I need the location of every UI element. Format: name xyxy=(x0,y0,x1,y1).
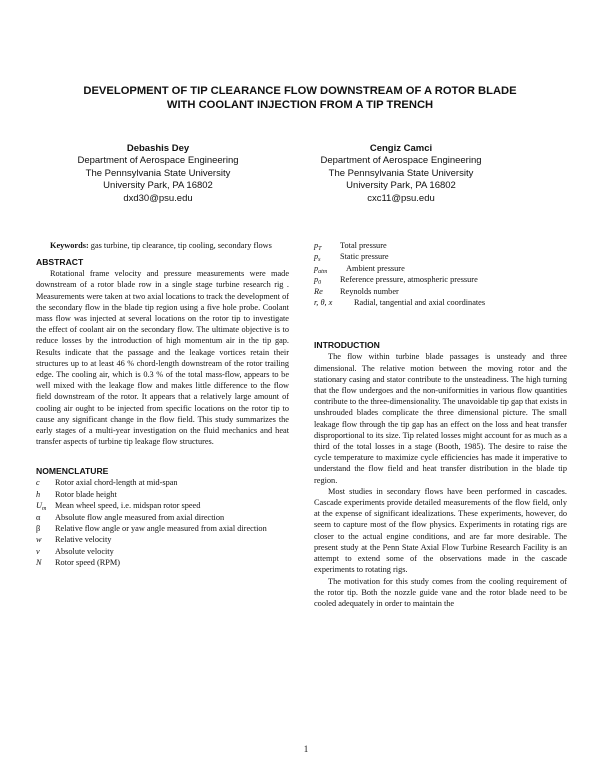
nomenclature-definition: Rotor axial chord-length at mid-span xyxy=(55,478,178,488)
paper-title xyxy=(40,84,560,112)
nomenclature-definition: Radial, tangential and axial coordinates xyxy=(354,298,486,308)
nomenclature-symbol: α xyxy=(36,512,41,522)
nomenclature-item xyxy=(36,557,289,568)
author-dept: Department of Aerospace Engineering xyxy=(77,155,239,167)
nomenclature-symbol: N xyxy=(36,558,42,568)
nomenclature-item xyxy=(36,477,289,488)
nomenclature-definition: Reference pressure, atmospheric pressure xyxy=(340,275,478,285)
intro-paragraph-2: Most studies in secondary flows have been performed in cascades. Cascade experiments provide detailed measurements of the flow field, only at the expense of significant idealizations. These experiments, however, do seem to capture most of the flow physics. Experiments in rotating rigs are closer to the actual engine conditions, and are far more desirable. The present study at the Penn State Axial Flow Turbine Research Facility is an attempt to extend some of the observations made in the cascade experiments to rotating rigs. xyxy=(314,486,567,575)
nomenclature-definition: Reynolds number xyxy=(340,286,399,296)
nomenclature-definition: Total pressure xyxy=(340,241,387,250)
author-city: University Park, PA 16802 xyxy=(103,180,213,192)
nomenclature-symbol: h xyxy=(36,489,41,499)
intro-paragraph-3: The motivation for this study comes from the cooling requirement of the rotor tip. Both the nozzle guide vane and the rotor blade need to be cooled adequately in order to maintain the xyxy=(314,576,567,608)
symbol-base: p xyxy=(314,275,319,285)
symbol-subscript: m xyxy=(42,506,47,513)
page-number: 1 xyxy=(303,744,309,754)
symbol-subscript: T xyxy=(318,246,322,252)
author-email: dxd30@psu.edu xyxy=(123,192,193,204)
symbol-subscript: 0 xyxy=(318,280,322,287)
symbol-base: U xyxy=(36,501,42,511)
nomenclature-symbol: v xyxy=(36,546,40,556)
symbol-subscript: s xyxy=(318,257,321,264)
nomenclature-item xyxy=(36,489,289,500)
nomenclature-symbol: β xyxy=(36,524,41,534)
symbol-subscript: atm xyxy=(318,268,328,275)
nomenclature-symbol: c xyxy=(36,478,40,488)
nomenclature-definition: Absolute flow angle measured from axial direction xyxy=(55,512,225,522)
nomenclature-item xyxy=(36,512,289,523)
symbol-base: p xyxy=(314,252,319,262)
abstract-text: Rotational frame velocity and pressure measurements were made downstream of a rotor blade row in a single stage turbine research rig . Measurements were taken at two axial locations to track the development of the secondary flow in the blade tip region using a five hole probe. Coolant mass flow was injected at several locations on the rotor tip to investigate the effect of coolant air on the secondary flow. The ultimate objective is to reduce losses by the introduction of high momentum air in the tip gap. Results indicate that the passage and the leakage vortices retain their structures up to at least 46 % chord-length downstream of the rotor trailing edge. The cooling air, which is 0.3 % of the total mass-flow, appears to be well mixed with the leakage flow and makes little difference to the flow field downstream of the rotor. It appears that a relatively large amount of cooling air ought to be injected from specific locations on the rotor tip to cause any significant change in the flow field. This study summarizes the early stages of a multi-year investigation on the fluid mechanics and heat transfer aspects of turbine tip leakage flow structures. xyxy=(36,269,289,447)
nomenclature-symbol: Re xyxy=(314,286,323,296)
nomenclature-item xyxy=(314,263,567,274)
nomenclature-item xyxy=(36,523,289,534)
author-block-2 xyxy=(281,143,521,205)
nomenclature-item xyxy=(36,500,289,511)
author-block-1 xyxy=(38,143,278,205)
nomenclature-heading: NOMENCLATURE xyxy=(36,466,109,477)
nomenclature-item xyxy=(36,546,289,557)
symbol-base: p xyxy=(314,241,319,250)
author-university: The Pennsylvania State University xyxy=(85,167,231,179)
title-line-1: DEVELOPMENT OF TIP CLEARANCE FLOW DOWNSTREAM OF A ROTOR BLADE xyxy=(83,85,517,97)
nomenclature-definition: Absolute velocity xyxy=(55,546,114,556)
left-column xyxy=(36,240,289,569)
right-column xyxy=(314,240,567,609)
nomenclature-definition: Static pressure xyxy=(340,252,389,262)
nomenclature-symbol: w xyxy=(36,535,42,545)
nomenclature-item xyxy=(314,274,567,285)
author-name: Cengiz Camci xyxy=(369,143,433,154)
nomenclature-item xyxy=(314,251,567,262)
keywords xyxy=(36,240,289,251)
keywords-label: Keywords: xyxy=(50,241,89,250)
nomenclature-item xyxy=(36,534,289,545)
nomenclature-item xyxy=(314,240,567,251)
author-email: cxc11@psu.edu xyxy=(367,192,435,204)
title-line-2: WITH COOLANT INJECTION FROM A TIP TRENCH xyxy=(166,99,434,111)
nomenclature-definition: Ambient pressure xyxy=(346,263,405,273)
symbol-base: p xyxy=(314,263,319,273)
intro-paragraph-1: The flow within turbine blade passages is unsteady and three dimensional. The relative motion between the moving rotor and the stationary casing and stator contribute to the unsteadiness. The high turning that the flow undergoes and the non-uniformities in various flow quantities contribute to the three-dimensionality. The unavoidable tip gap that exists in unshrouded blades complicate the three dimensional picture. The small leakage flow through the tip gap has an effect on the loss and heat transfer disproportional to its size. Tip related losses might account for as much as a third of the total losses in a stage (Booth, 1985). The desire to raise the cycle temperature to maximize cycle efficiencies has made it imperative to understand the flow field and heat transfer distribution in the blade tip region. xyxy=(314,352,567,485)
nomenclature-item xyxy=(314,286,567,297)
nomenclature-definition: Relative velocity xyxy=(55,535,112,545)
nomenclature-definition: Mean wheel speed, i.e. midspan rotor speed xyxy=(55,501,201,511)
author-name: Debashis Dey xyxy=(126,143,190,154)
abstract-heading: ABSTRACT xyxy=(36,257,84,268)
author-dept: Department of Aerospace Engineering xyxy=(320,155,482,167)
author-university: The Pennsylvania State University xyxy=(328,167,474,179)
nomenclature-definition: Relative flow angle or yaw angle measured from axial direction xyxy=(55,524,267,534)
nomenclature-definition: Rotor blade height xyxy=(55,489,117,499)
nomenclature-definition: Rotor speed (RPM) xyxy=(55,558,120,568)
nomenclature-symbol: r, θ, x xyxy=(314,298,333,308)
author-city: University Park, PA 16802 xyxy=(346,180,456,192)
keywords-text: gas turbine, tip clearance, tip cooling, secondary flows xyxy=(88,241,272,250)
nomenclature-item xyxy=(314,297,567,308)
introduction-heading: INTRODUCTION xyxy=(314,340,380,351)
